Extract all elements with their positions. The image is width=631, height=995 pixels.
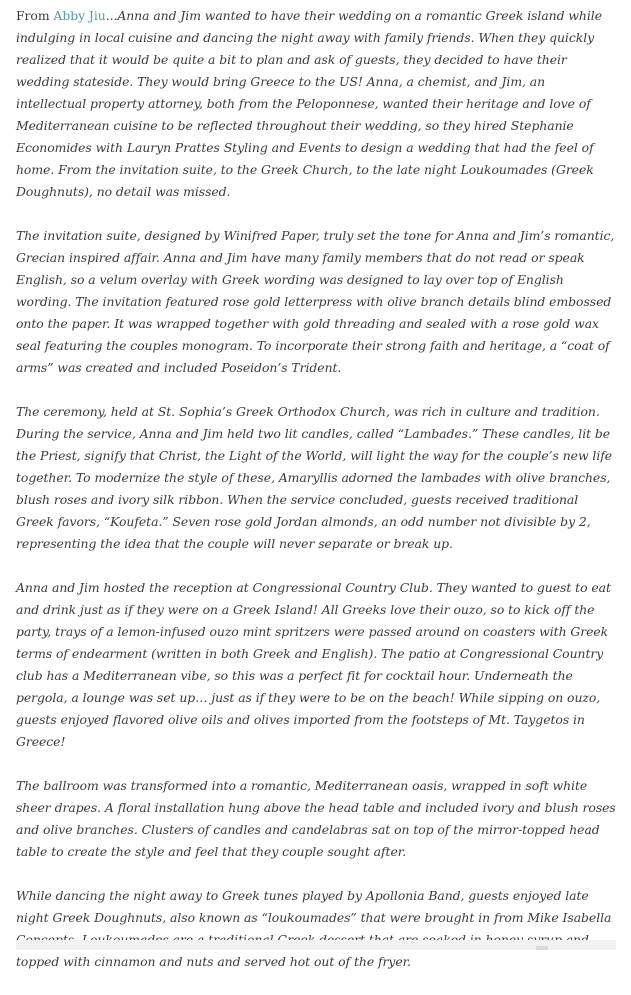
article-paragraph-1 [16, 5, 616, 203]
author-link[interactable]: Abby Jiu [53, 8, 106, 23]
paragraph-1-text: ...Anna and Jim wanted to have their wedding on a romantic Greek island while indulging in local cuisine and dancing the night away with family friends. When they quickly realized that it would be quite a bit to plan and ask of guests, they decided to have their wedding stateside. They would bring Greece to the US! Anna, a chemist, and Jim, an intellectual property attorney, both from the Peloponnese, wanted their heritage and love of Mediterranean cuisine to be reflected throughout their wedding, so they hired Stephanie Economides with Lauryn Prattes Styling and Events to design a wedding that had the feel of home. From the invitation suite, to the Greek Church, to the late night Loukoumades (Greek Doughnuts), no detail was missed. [16, 8, 602, 199]
article-paragraph-3: The ceremony, held at St. Sophia’s Greek Orthodox Church, was rich in culture and tradition. During the service, Anna and Jim held two lit candles, called “Lambades.” These candles, lit be the Priest, signify that Christ, the Light of the World, will light the way for the couple’s new life together. To modernize the style of these, Amaryllis adorned the lambades with olive branches, blush roses and ivory silk ribbon. When the service concluded, guests received traditional Greek favors, “Koufeta.” Seven rose gold Jordan almonds, an odd number not divisible by 2, representing the idea that the couple will never separate or break up. [16, 404, 613, 551]
next-section-strip [16, 940, 616, 950]
article-paragraph-5: The ballroom was transformed into a romantic, Mediterranean oasis, wrapped in soft white sheer drapes. A floral installation hung above the head table and included ivory and blush roses and olive branches. Clusters of candles and candelabras sat on top of the mirror-topped head table to create the style and feel that they couple sought after. [16, 778, 616, 859]
article-body [16, 5, 616, 995]
strip-handle [536, 946, 548, 950]
article-paragraph-4: Anna and Jim hosted the reception at Congressional Country Club. They wanted to guest to eat and drink just as if they were on a Greek Island! All Greeks love their ouzo, so to kick off the party, trays of a lemon-infused ouzo mint spritzers were passed around on coasters with Greek terms of endearment (written in both Greek and English). The patio at Congressional Country club has a Mediterranean vibe, so this was a perfect fit for cocktail hour. Underneath the pergola, a lounge was set up… just as if they were to be on the beach! While sipping on ouzo, guests enjoyed flavored olive oils and olives imported from the footsteps of Mt. Taygetos in Greece! [16, 580, 611, 749]
intro-prefix: From [16, 8, 54, 23]
article-paragraph-2: The invitation suite, designed by Winifred Paper, truly set the tone for Anna and Jim’s romantic, Grecian inspired affair. Anna and Jim have many family members that do not read or speak English, so a velum overlay with Greek wording was designed to lay over top of English wording. The invitation featured rose gold letterpress with olive branch details blind embossed onto the paper. It was wrapped together with gold threading and sealed with a rose gold wax seal featuring the couples monogram. To incorporate their strong faith and heritage, a “coat of arms” was created and included Poseidon’s Trident. [16, 228, 615, 375]
article-paragraph-6: While dancing the night away to Greek tunes played by Apollonia Band, guests enjoyed late night Greek Doughnuts, also known as “loukoumades” that were brought in from Mike Isabella topped with cinnamon and nuts and served hot out of the fryer. [16, 888, 612, 969]
